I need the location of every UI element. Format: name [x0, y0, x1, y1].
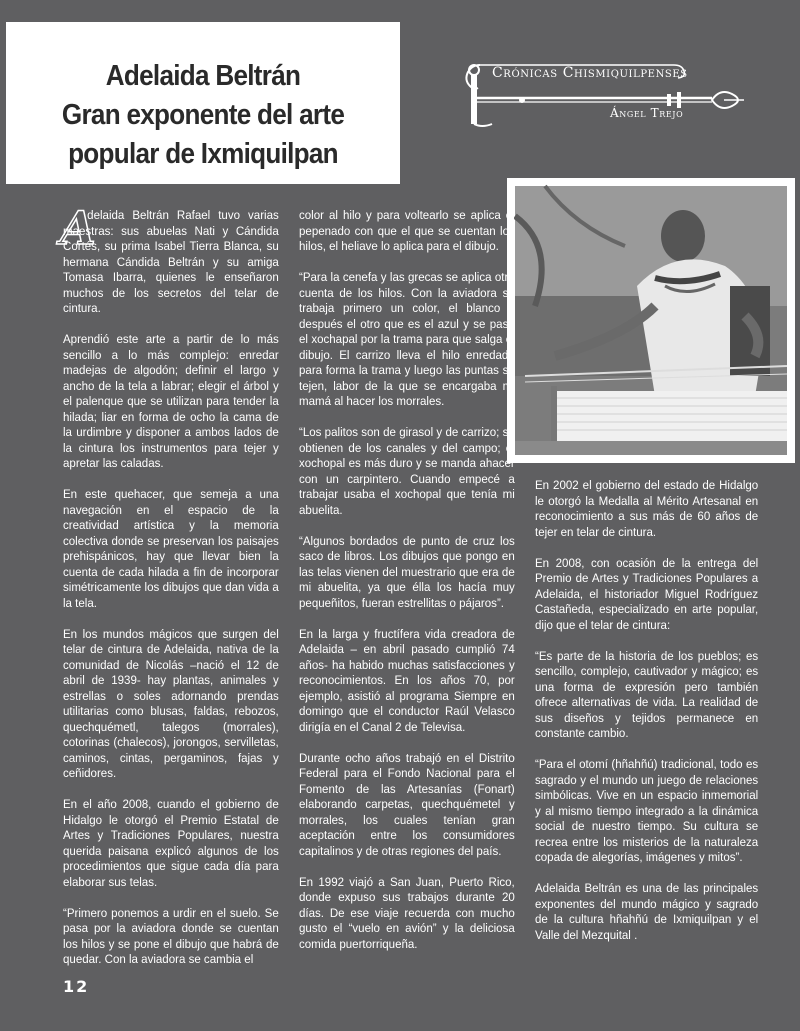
paragraph: En 2002 el gobierno del estado de Hidalgo le otorgó la Medalla al Mérito Artesanal en reconocimiento a sus más de 60 años de tejer en telar de cintura. [535, 478, 759, 539]
paragraph: “Algunos bordados de punto de cruz los saco de libros. Los dibujos que pongo en las telas vienen del muestrario que era de mi abuelita, ya que élla los hacía muy pequeñitos, fueran estrellitas o pájaros”. [299, 533, 515, 610]
title-line-1: Adelaida Beltrán [105, 60, 301, 92]
section-title: Crónicas Chismiquilpenses [492, 65, 688, 81]
paragraph: En 1992 viajó a San Juan, Puerto Rico, donde expuso sus trabajos durante 20 días. De ese viaje recuerda con mucho gusto el “vuelo en avión” y la deliciosa comida puertorriqueña. [299, 874, 515, 951]
article-column-1 [63, 208, 279, 983]
photo-frame [507, 178, 795, 463]
author-name: Ángel Trejo [610, 106, 684, 120]
paragraph: Adelaida Beltrán es una de las principales exponentes del mundo mágico y sagrado de la cultura hñahñú de Ixmiquilpan y el Valle del Mezquital . [535, 881, 759, 942]
paragraph: En el año 2008, cuando el gobierno de Hidalgo le otorgó el Premio Estatal de Artes y Tradiciones Populares, nuestra querida paisana explicó algunos de los procedimientos que sigue cada día para elaborar sus telas. [63, 797, 279, 889]
paragraph: Aprendió este arte a partir de lo más sencillo a lo más complejo: enredar madejas de algodón; definir el largo y ancho de la tela a labrar; elegir el árbol y el palenque que se utilizan para tender la hilada; liar en forma de ocho la cama de la urdimbre y disponer a ambos lados de la cintura los instrumentos para tejer y apretar las caladas. [63, 332, 279, 470]
paragraph: En la larga y fructífera vida creadora de Adelaida – en abril pasado cumplió 74 años- ha habido muchas satisfacciones y reconocimientos. En los años 70, por ejemplo, asistió al programa Siempre en domingo que el conductor Raúl Velasco dirigía en el Canal 2 de Televisa. [299, 626, 515, 734]
paragraph: “Primero ponemos a urdir en el suelo. Se pasa por la aviadora donde se cuentan los hilos y se pone el dibujo que habrá de quedar. Con la aviadora se cambia el [63, 905, 279, 966]
title-line-2: Gran exponente del arte [61, 99, 345, 131]
paragraph: delaida Beltrán Rafael tuvo varias maestras: sus abuelas Nati y Cándida Cortés, su prima Isabel Tierra Blanca, su hermana Cándida Beltrán y su amiga Tomasa Ibarra, quienes le enseñaron muchos de los secretos del telar de cintura. [63, 208, 279, 315]
paragraph: color al hilo y para voltearlo se aplica el pepenado con que el que se cuentan los hilos, el heliave lo aplica para el dibujo. [299, 208, 515, 253]
paragraph: “Para el otomí (hñahñú) tradicional, todo es sagrado y el mundo un juego de relaciones simbólicas. Vive en un espacio inmemorial y al mismo tiempo integrado a la dinámica social de nuestro tiempo. Su cultura se recrea entre los misterios de la naturaleza copada de alegorías, imágenes y mitos”. [535, 757, 759, 864]
paragraph: Durante ocho años trabajó en el Distrito Federal para el Fondo Nacional para el Fomento de las Artesanías (Fonart) elaborando carpetas, quechquémetel y morrales, los cuales tenían gran aceptación entre los consumidores capitalinos y de otras regiones del país. [299, 750, 515, 858]
weaver-photo [515, 186, 787, 455]
paragraph: “Es parte de la historia de los pueblos; es sencillo, complejo, cautivador y mágico; es una forma de expresión pero también ofrece alternativas de vida. La realidad de sus diseños y tejidos permanece en constante cambio. [535, 648, 759, 740]
article-column-2 [299, 208, 515, 968]
section-banner [462, 58, 744, 132]
paragraph: “Los palitos son de girasol y de carrizo; se obtienen de los canales y del campo; el xochopal es más duro y se manda ahacer con un carpintero. Cuando empecé a trabajar usaba el xochopal que tenía mi abuelita. [299, 425, 515, 517]
paragraph: “Para la cenefa y las grecas se aplica otra cuenta de los hilos. Con la aviadora se trabaja primero un color, el blanco y después el otro que es el azul y se pasa el xochapal por la trama para que salga el dibujo. El carrizo lleva el hilo enredado para forma la trama y luego las puntas se tejen, labor de la que se encargaba mi mamá al hacer los morrales. [299, 270, 515, 408]
paragraph: En los mundos mágicos que surgen del telar de cintura de Adelaida, nativa de la comunidad de Nicolás –nació el 12 de abril de 1939- hay plantas, animales y estrellas o soles adornando prendas utilitarias como blusas, faldas, rebozos, quechquémetl, talegos (morrales), cotorinas (chalecos), jorongos, servilletas, caminos, cintas, pergaminos, fajas y ceñidores. [63, 626, 279, 780]
drop-cap-letter: A [60, 201, 96, 255]
article-column-3 [535, 478, 758, 959]
page-number: 12 [63, 977, 90, 996]
title-box [6, 22, 400, 184]
paragraph: En este quehacer, que semeja a una navegación en el espacio de la creatividad artística y la memoria colectiva donde se preservan los paisajes prehispánicos, hay que llevar bien la cuenta de cada hilada a fin de incorporar simétricamente los dibujos que dan vida a la tela. [63, 487, 279, 610]
paragraph: En 2008, con ocasión de la entrega del Premio de Artes y Tradiciones Populares a Adelaida, el historiador Miguel Rodríguez Castañeda, especializado en arte popular, dijo que el telar de cintura: [535, 555, 759, 632]
title-line-3: popular de Ixmiquilpan [68, 138, 338, 170]
